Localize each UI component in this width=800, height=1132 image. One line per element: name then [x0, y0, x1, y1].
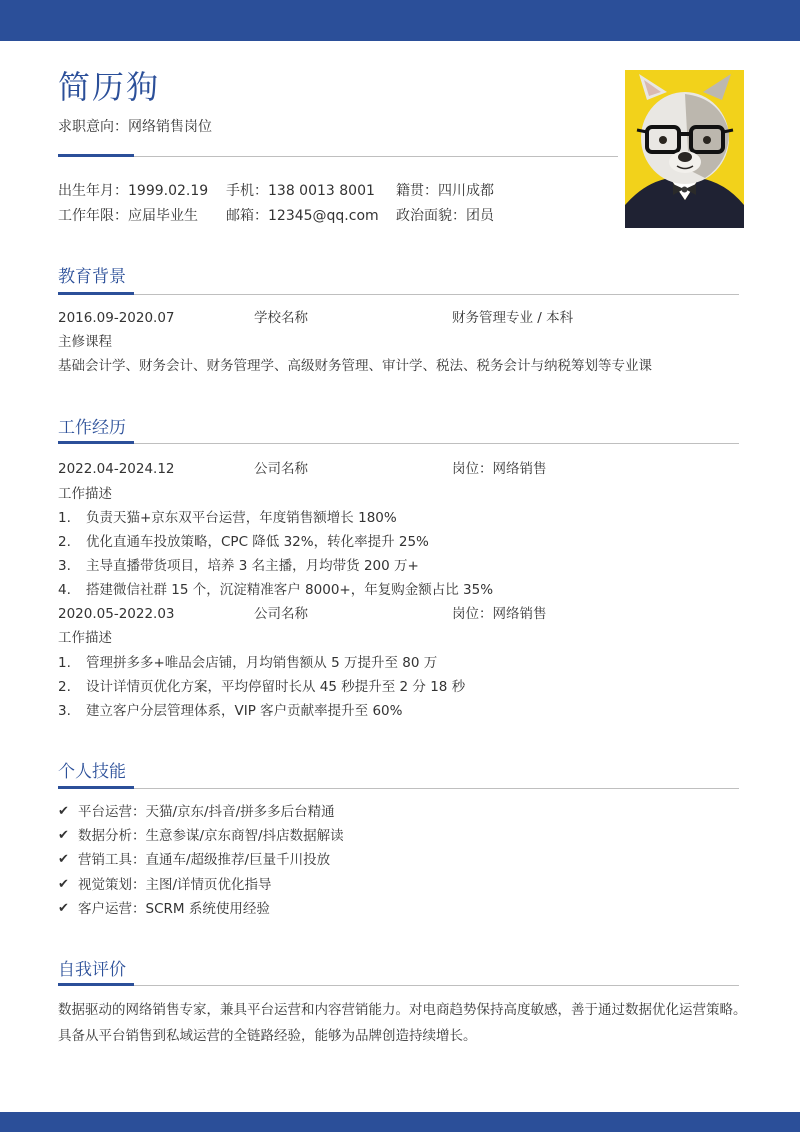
job-desc-label: 工作描述: [58, 486, 112, 502]
work-divider: [58, 443, 739, 444]
list-number: 4.: [58, 582, 71, 598]
check-icon: ✔: [58, 804, 69, 819]
work-divider-accent: [58, 441, 134, 444]
education-period: 2016.09-2020.07: [58, 310, 175, 326]
education-title: 教育背景: [58, 267, 126, 287]
job-position: 岗位：网络销售: [452, 606, 547, 622]
education-divider-accent: [58, 292, 134, 295]
education-divider: [58, 294, 739, 295]
check-icon: ✔: [58, 901, 69, 916]
self-eval-divider: [58, 985, 739, 986]
check-icon: ✔: [58, 877, 69, 892]
list-number: 1.: [58, 655, 71, 671]
job-company: 公司名称: [254, 606, 308, 622]
header-divider-accent: [58, 154, 134, 157]
job-item: 建立客户分层管理体系，VIP 客户贡献率提升至 60%: [86, 703, 403, 719]
courses-list: 基础会计学、财务会计、财务管理学、高级财务管理、审计学、税法、税务会计与纳税筹划等专业课: [58, 358, 652, 374]
list-number: 3.: [58, 703, 71, 719]
header-divider: [58, 156, 618, 157]
self-eval-title: 自我评价: [58, 960, 126, 980]
work-years: 工作年限：应届毕业生: [58, 208, 198, 224]
major-degree: 财务管理专业 / 本科: [452, 310, 574, 326]
work-title: 工作经历: [58, 418, 126, 438]
email: 邮箱：12345@qq.com: [226, 208, 379, 224]
skills-divider: [58, 788, 739, 789]
native-place: 籍贯：四川成都: [396, 183, 494, 199]
job-item: 主导直播带货项目，培养 3 名主播，月均带货 200 万+: [86, 558, 419, 574]
job-item: 设计详情页优化方案，平均停留时长从 45 秒提升至 2 分 18 秒: [86, 679, 466, 695]
skill-item: 数据分析：生意参谋/京东商智/抖店数据解读: [78, 828, 344, 844]
self-eval-divider-accent: [58, 983, 134, 986]
skill-item: 客户运营：SCRM 系统使用经验: [78, 901, 270, 917]
check-icon: ✔: [58, 828, 69, 843]
job-item: 优化直通车投放策略，CPC 降低 32%，转化率提升 25%: [86, 534, 429, 550]
job-period: 2020.05-2022.03: [58, 606, 175, 622]
skills-title: 个人技能: [58, 762, 126, 782]
job-intent: 求职意向：网络销售岗位: [58, 119, 212, 135]
birth-date: 出生年月：1999.02.19: [58, 183, 209, 199]
job-period: 2022.04-2024.12: [58, 461, 175, 477]
list-number: 2.: [58, 679, 71, 695]
job-desc-label: 工作描述: [58, 630, 112, 646]
school-name: 学校名称: [254, 310, 308, 326]
skill-item: 营销工具：直通车/超级推荐/巨量千川投放: [78, 852, 331, 868]
check-icon: ✔: [58, 852, 69, 867]
candidate-name: 简历狗: [58, 68, 161, 106]
bottom-band: [0, 1112, 800, 1132]
list-number: 1.: [58, 510, 71, 526]
list-number: 2.: [58, 534, 71, 550]
job-item: 负责天猫+京东双平台运营，年度销售额增长 180%: [86, 510, 397, 526]
skill-item: 平台运营：天猫/京东/抖音/拼多多后台精通: [78, 804, 335, 820]
political-status: 政治面貌：团员: [396, 208, 494, 224]
profile-photo: [625, 70, 744, 228]
job-item: 管理拼多多+唯品会店铺，月均销售额从 5 万提升至 80 万: [86, 655, 438, 671]
job-item: 搭建微信社群 15 个，沉淀精准客户 8000+，年复购金额占比 35%: [86, 582, 494, 598]
skills-divider-accent: [58, 786, 134, 789]
job-company: 公司名称: [254, 461, 308, 477]
skill-item: 视觉策划：主图/详情页优化指导: [78, 877, 272, 893]
job-position: 岗位：网络销售: [452, 461, 547, 477]
top-band: [0, 0, 800, 41]
self-eval-text: 数据驱动的网络销售专家，兼具平台运营和内容营销能力。对电商趋势保持高度敏感，善于通过数据优化运营策略。具备从平台销售到私域运营的全链路经验，能够为品牌创造持续增长。: [58, 1002, 747, 1044]
phone-number: 手机：138 0013 8001: [226, 183, 375, 199]
courses-label: 主修课程: [58, 334, 112, 350]
list-number: 3.: [58, 558, 71, 574]
